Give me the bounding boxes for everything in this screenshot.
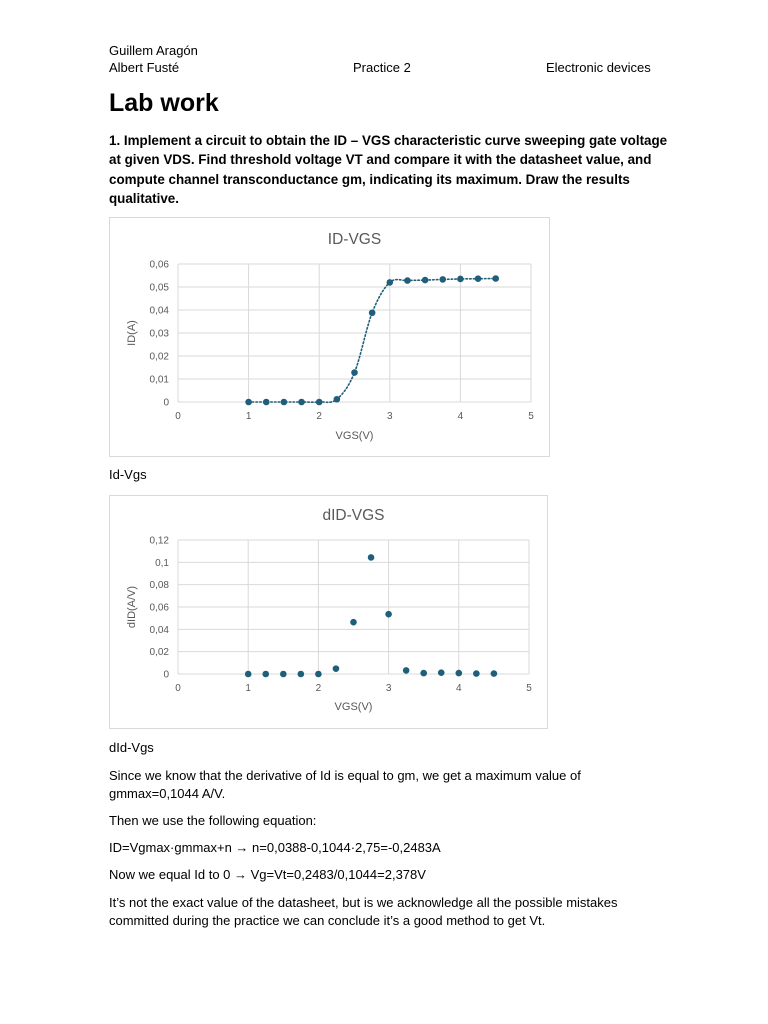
did-vgs-chart-svg <box>110 496 547 728</box>
data-point <box>351 369 358 376</box>
data-point <box>475 275 482 282</box>
y-tick-label: 0,04 <box>149 624 169 636</box>
paragraph-equation-n: ID=Vgmax·gmmax+n → n=0,0388-0,1044·2,75=-0,2483A <box>109 840 441 855</box>
data-point <box>245 399 252 406</box>
data-point <box>438 669 445 676</box>
data-point <box>298 399 305 406</box>
y-tick-label: 0 <box>163 397 169 409</box>
data-point <box>281 399 288 406</box>
data-point <box>334 396 341 403</box>
data-point <box>263 399 270 406</box>
y-tick-label: 0,06 <box>149 602 169 614</box>
did-vgs-chart <box>109 495 548 729</box>
header-author-1: Guillem Aragón <box>109 43 198 58</box>
y-tick-label: 0,12 <box>149 535 169 547</box>
data-point <box>403 667 410 674</box>
task-statement: 1. Implement a circuit to obtain the ID – VGS characteristic curve sweeping gate voltage at given VDS. Find threshold voltage VT and compare it with the datasheet value, and compute channel transconductance gm, indicating its maximum. Draw the results qualitative. <box>109 133 668 206</box>
x-tick-label: 2 <box>316 411 322 422</box>
data-point <box>350 619 357 626</box>
x-axis-label: VGS(V) <box>335 430 374 442</box>
data-point <box>492 275 499 282</box>
header-practice: Practice 2 <box>353 60 411 75</box>
data-point <box>420 670 427 677</box>
y-axis-label: ID(A) <box>126 320 138 346</box>
y-tick-label: 0,02 <box>149 647 169 659</box>
paragraph-equation-vt: Now we equal Id to 0 → Vg=Vt=0,2483/0,1044=2,378V <box>109 867 426 882</box>
data-point <box>457 276 464 283</box>
data-point <box>369 309 376 316</box>
trendline <box>249 278 496 402</box>
data-point <box>404 277 411 284</box>
y-tick-label: 0,01 <box>149 374 169 386</box>
data-point <box>316 399 323 406</box>
id-vgs-chart-svg <box>110 218 549 456</box>
data-point <box>422 277 429 284</box>
y-tick-label: 0 <box>163 669 169 681</box>
header-author-2: Albert Fusté <box>109 60 180 75</box>
x-tick-label: 4 <box>457 411 464 422</box>
x-tick-label: 0 <box>175 411 181 422</box>
paragraph-gm-max: Since we know that the derivative of Id is equal to gm, we get a maximum value of gmmax=0,1044 A/V. <box>109 768 581 801</box>
paragraph-equation-intro: Then we use the following equation: <box>109 813 317 828</box>
data-point <box>387 279 394 286</box>
x-axis-label: VGS(V) <box>334 701 373 713</box>
data-point <box>298 671 305 678</box>
x-tick-label: 1 <box>245 683 251 694</box>
data-point <box>280 671 287 678</box>
header-course: Electronic devices <box>546 60 651 75</box>
y-tick-label: 0,08 <box>149 580 169 592</box>
x-tick-label: 3 <box>387 411 393 422</box>
y-axis-label: dID(A/V) <box>126 585 138 629</box>
y-tick-label: 0,02 <box>149 351 169 363</box>
page-title: Lab work <box>109 89 219 117</box>
y-tick-label: 0,06 <box>149 259 169 271</box>
data-point <box>262 671 269 678</box>
x-tick-label: 4 <box>456 683 462 694</box>
data-point <box>368 554 375 561</box>
chart-title: dID-VGS <box>322 507 385 524</box>
data-point <box>473 670 480 677</box>
data-point <box>456 670 463 677</box>
data-point <box>245 671 252 678</box>
x-tick-label: 2 <box>315 683 322 694</box>
data-point <box>385 611 392 618</box>
x-tick-label: 5 <box>528 411 534 422</box>
x-tick-label: 5 <box>526 683 532 694</box>
data-point <box>491 670 498 677</box>
data-point <box>333 665 340 672</box>
id-vgs-chart <box>109 217 550 457</box>
y-tick-label: 0,1 <box>155 557 169 569</box>
chart-title: ID-VGS <box>327 231 382 248</box>
chart2-caption: dId-Vgs <box>109 740 154 755</box>
chart1-caption: Id-Vgs <box>109 467 147 482</box>
x-tick-label: 1 <box>245 411 252 422</box>
data-point <box>439 276 446 283</box>
data-point <box>315 671 322 678</box>
y-tick-label: 0,04 <box>149 305 169 317</box>
y-tick-label: 0,03 <box>149 328 169 340</box>
y-tick-label: 0,05 <box>149 282 169 294</box>
paragraph-conclusion: It’s not the exact value of the datasheet, but is we acknowledge all the possible mistakes committed during the practice we can conclude it’s a good method to get Vt. <box>109 895 618 928</box>
x-tick-label: 3 <box>385 683 392 694</box>
x-tick-label: 0 <box>175 683 181 694</box>
